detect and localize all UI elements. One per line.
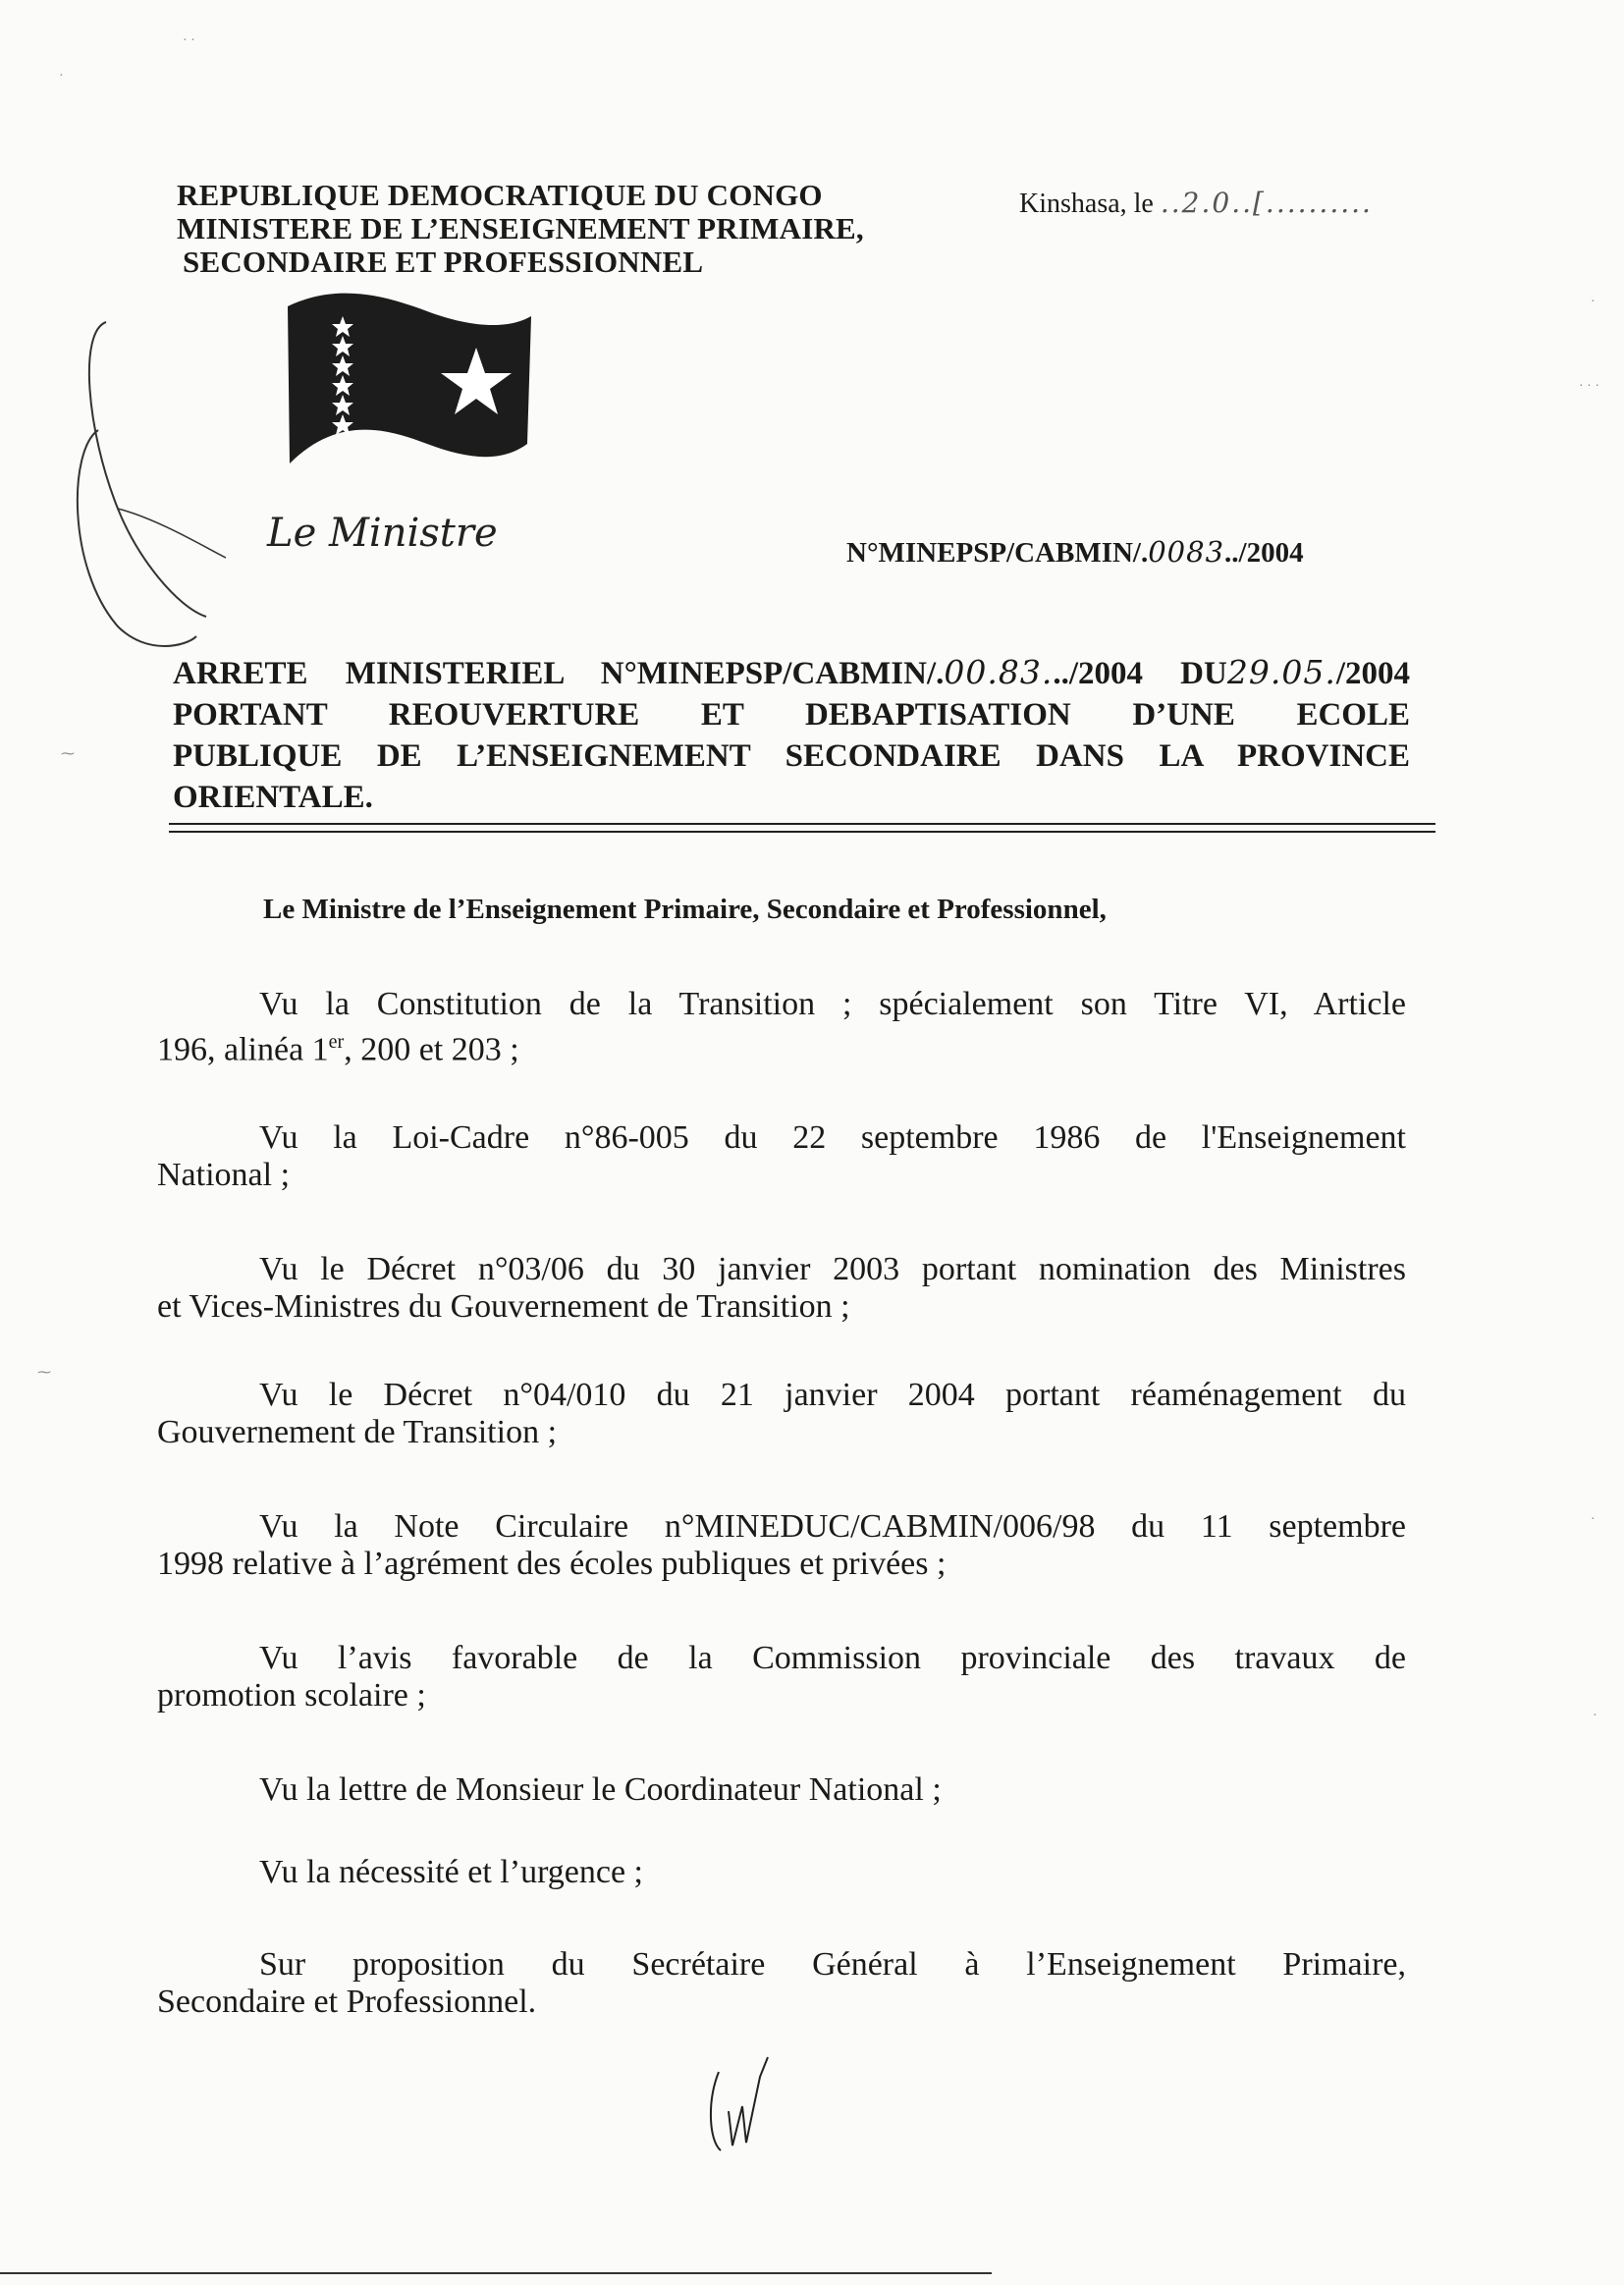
date-line (1019, 187, 1373, 220)
considerant-6-line-1: Vu l’avis favorable de la Commission provinciale des travaux de (259, 1640, 1406, 1676)
org-line-1: REPUBLIQUE DEMOCRATIQUE DU CONGO (177, 178, 823, 212)
considerant-2-line-2: National ; (157, 1157, 291, 1193)
margin-handwritten-mark (59, 312, 236, 666)
org-line-3: SECONDAIRE ET PROFESSIONNEL (183, 245, 704, 279)
considerant-6 (157, 1640, 1406, 1714)
arrete-line-1 (173, 652, 1410, 694)
considerant-1 (157, 986, 1406, 1068)
scan-speck: · (1593, 1709, 1597, 1723)
scan-speck: ⁓ (37, 1366, 51, 1381)
considerant-9 (157, 1946, 1406, 2021)
considerant-2 (157, 1119, 1406, 1194)
org-line-2: MINISTERE DE L’ENSEIGNEMENT PRIMAIRE, (177, 211, 864, 245)
arrete-line-1-suffix: /2004 (1335, 656, 1410, 691)
arrete-title (173, 652, 1410, 818)
date-handwritten: ..2.0..[.......... (1160, 187, 1373, 219)
arrete-line-1-mid: ../2004 DU (1053, 656, 1227, 691)
considerant-1-end: , 200 et 203 ; (344, 1031, 519, 1068)
considerant-1-line-1: Vu la Constitution de la Transition ; spécialement son Titre VI, Article (259, 986, 1406, 1022)
considerant-7: Vu la lettre de Monsieur le Coordinateur National ; (259, 1771, 942, 1808)
reference-handwritten-number: 0083 (1148, 535, 1225, 569)
considerant-1-text: 196, alinéa 1 (157, 1031, 329, 1068)
scan-speck: · (59, 69, 64, 83)
date-label: Kinshasa, le (1019, 189, 1154, 219)
considerant-5-line-2: 1998 relative à l’agrément des écoles publiques et privées ; (157, 1546, 947, 1582)
considerant-3-line-2: et Vices-Ministres du Gouvernement de Transition ; (157, 1288, 850, 1325)
minister-signature-label: Le Ministre (267, 511, 498, 556)
reference-suffix: ../2004 (1224, 537, 1304, 569)
flag-emblem (280, 287, 535, 493)
arrete-handwritten-date: 29.05. (1226, 653, 1336, 691)
considerant-2-line-1: Vu la Loi-Cadre n°86-005 du 22 septembre 1986 de l'Enseignement (259, 1119, 1406, 1156)
reference-prefix: N°MINEPSP/CABMIN/. (846, 537, 1149, 569)
scan-speck: · · (183, 33, 195, 48)
handwritten-initials (699, 2052, 787, 2160)
considerant-9-line-1: Sur proposition du Secrétaire Général à l’Enseignement Primaire, (259, 1946, 1406, 1983)
considerant-4 (157, 1377, 1406, 1451)
arrete-line-3: PUBLIQUE DE L’ENSEIGNEMENT SECONDAIRE DANS LA PROVINCE (173, 738, 1410, 774)
considerant-8: Vu la nécessité et l’urgence ; (259, 1854, 643, 1890)
considerant-4-line-2: Gouvernement de Transition ; (157, 1414, 558, 1450)
considerant-4-line-1: Vu le Décret n°04/010 du 21 janvier 2004 portant réaménagement du (259, 1377, 1406, 1413)
arrete-handwritten-number: 00.83. (944, 653, 1054, 691)
scan-speck: · (1591, 1512, 1596, 1527)
title-divider-bottom (169, 831, 1435, 833)
considerant-5-line-1: Vu la Note Circulaire n°MINEDUC/CABMIN/006/98 du 11 septembre (259, 1508, 1406, 1545)
arrete-line-1-prefix: ARRETE MINISTERIEL N°MINEPSP/CABMIN/. (173, 656, 945, 691)
reference-number (846, 535, 1304, 570)
scan-speck: · (1591, 295, 1596, 309)
arrete-line-4: ORIENTALE. (173, 780, 373, 815)
scan-speck: ⁓ (61, 747, 75, 762)
scan-speck: · · · (1579, 379, 1599, 394)
header-organization (177, 179, 962, 279)
arrete-line-2: PORTANT REOUVERTURE ET DEBAPTISATION D’UNE ECOLE (173, 697, 1410, 733)
considerant-9-line-2: Secondaire et Professionnel. (157, 1984, 537, 2020)
considerant-5 (157, 1508, 1406, 1583)
preamble: Le Ministre de l’Enseignement Primaire, Secondaire et Professionnel, (263, 894, 1107, 925)
considerant-1-line-2 (157, 1023, 1406, 1068)
footer-divider (0, 2272, 992, 2274)
considerant-3 (157, 1251, 1406, 1326)
considerant-6-line-2: promotion scolaire ; (157, 1677, 426, 1714)
considerant-3-line-1: Vu le Décret n°03/06 du 30 janvier 2003 portant nomination des Ministres (259, 1251, 1406, 1287)
superscript: er (328, 1031, 345, 1053)
title-divider-top (169, 823, 1435, 825)
